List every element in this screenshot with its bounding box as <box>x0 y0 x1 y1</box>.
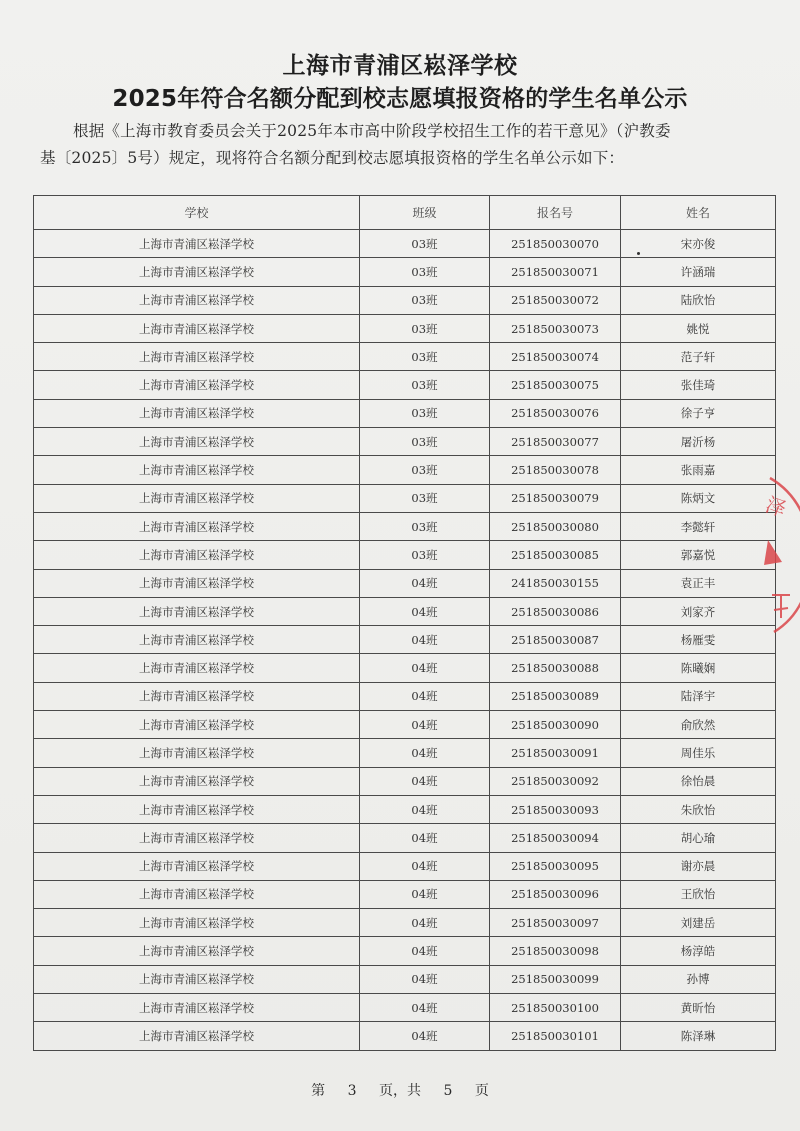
seal-star-fragment <box>764 540 782 565</box>
cell-student-name: 陆欣怡 <box>621 286 776 314</box>
table-row <box>34 456 776 484</box>
cell-class: 04班 <box>360 767 490 795</box>
table-row <box>34 795 776 823</box>
cell-student-name: 陈曦娴 <box>621 654 776 682</box>
table-row <box>34 258 776 286</box>
header-school: 学校 <box>34 196 360 230</box>
cell-registration-number: 241850030155 <box>490 569 621 597</box>
cell-class: 04班 <box>360 569 490 597</box>
cell-student-name: 郭嘉悦 <box>621 541 776 569</box>
cell-school: 上海市青浦区崧泽学校 <box>34 399 360 427</box>
cell-student-name: 徐怡晨 <box>621 767 776 795</box>
cell-student-name: 谢亦晨 <box>621 852 776 880</box>
cell-student-name: 孙博 <box>621 965 776 993</box>
cell-student-name: 胡心瑜 <box>621 824 776 852</box>
seal-character: 泽 <box>762 492 790 522</box>
cell-registration-number: 251850030098 <box>490 937 621 965</box>
cell-class: 04班 <box>360 739 490 767</box>
footer-middle: 页，共 <box>379 1083 421 1099</box>
cell-school: 上海市青浦区崧泽学校 <box>34 937 360 965</box>
intro-line-2: 基〔2025〕5号）规定，现将符合名额分配到校志愿填报资格的学生名单公示如下： <box>40 149 625 167</box>
table-row <box>34 569 776 597</box>
table-row <box>34 512 776 540</box>
cell-class: 03班 <box>360 399 490 427</box>
cell-class: 03班 <box>360 484 490 512</box>
table-row <box>34 314 776 342</box>
cell-student-name: 陈炳文 <box>621 484 776 512</box>
intro-line-1: 根据《上海市教育委员会关于2025年本市高中阶段学校招生工作的若干意见》（沪教委 <box>73 122 671 140</box>
table-row <box>34 343 776 371</box>
cell-registration-number: 251850030101 <box>490 1022 621 1050</box>
cell-registration-number: 251850030087 <box>490 626 621 654</box>
table-row <box>34 937 776 965</box>
table-row <box>34 682 776 710</box>
cell-school: 上海市青浦区崧泽学校 <box>34 626 360 654</box>
cell-registration-number: 251850030093 <box>490 795 621 823</box>
cell-student-name: 陈泽琳 <box>621 1022 776 1050</box>
cell-student-name: 周佳乐 <box>621 739 776 767</box>
cell-class: 04班 <box>360 597 490 625</box>
cell-class: 04班 <box>360 795 490 823</box>
cell-class: 03班 <box>360 258 490 286</box>
student-list-table <box>33 195 776 1051</box>
footer-suffix: 页 <box>474 1083 489 1099</box>
cell-school: 上海市青浦区崧泽学校 <box>34 739 360 767</box>
table-row <box>34 371 776 399</box>
cell-registration-number: 251850030077 <box>490 428 621 456</box>
header-class: 班级 <box>360 196 490 230</box>
cell-student-name: 黄昕怡 <box>621 994 776 1022</box>
cell-school: 上海市青浦区崧泽学校 <box>34 711 360 739</box>
table-row <box>34 994 776 1022</box>
cell-school: 上海市青浦区崧泽学校 <box>34 343 360 371</box>
cell-class: 04班 <box>360 824 490 852</box>
cell-class: 03班 <box>360 512 490 540</box>
cell-class: 04班 <box>360 711 490 739</box>
table-row <box>34 654 776 682</box>
table-row <box>34 541 776 569</box>
cell-school: 上海市青浦区崧泽学校 <box>34 230 360 258</box>
table-body <box>34 230 776 1051</box>
cell-class: 04班 <box>360 909 490 937</box>
cell-class: 03班 <box>360 286 490 314</box>
cell-class: 04班 <box>360 880 490 908</box>
cell-student-name: 朱欣怡 <box>621 795 776 823</box>
cell-student-name: 王欣怡 <box>621 880 776 908</box>
table-row <box>34 626 776 654</box>
cell-student-name: 杨淳皓 <box>621 937 776 965</box>
cell-school: 上海市青浦区崧泽学校 <box>34 371 360 399</box>
cell-registration-number: 251850030072 <box>490 286 621 314</box>
intro-paragraph <box>40 118 762 172</box>
cell-class: 03班 <box>360 456 490 484</box>
header-name: 姓名 <box>621 196 776 230</box>
cell-student-name: 许涵瑞 <box>621 258 776 286</box>
cell-class: 03班 <box>360 371 490 399</box>
table-row <box>34 880 776 908</box>
cell-school: 上海市青浦区崧泽学校 <box>34 795 360 823</box>
cell-registration-number: 251850030092 <box>490 767 621 795</box>
scan-speck <box>637 252 640 255</box>
cell-student-name: 杨雁雯 <box>621 626 776 654</box>
cell-registration-number: 251850030085 <box>490 541 621 569</box>
cell-class: 03班 <box>360 343 490 371</box>
table-row <box>34 711 776 739</box>
table-row <box>34 824 776 852</box>
table-row <box>34 428 776 456</box>
cell-school: 上海市青浦区崧泽学校 <box>34 994 360 1022</box>
cell-school: 上海市青浦区崧泽学校 <box>34 682 360 710</box>
table-row <box>34 399 776 427</box>
cell-class: 04班 <box>360 852 490 880</box>
cell-school: 上海市青浦区崧泽学校 <box>34 456 360 484</box>
document-title: 上海市青浦区崧泽学校 <box>282 53 518 79</box>
cell-class: 03班 <box>360 541 490 569</box>
cell-student-name: 张雨嘉 <box>621 456 776 484</box>
cell-student-name: 徐子亨 <box>621 399 776 427</box>
header-registration-number: 报名号 <box>490 196 621 230</box>
cell-class: 04班 <box>360 937 490 965</box>
cell-student-name: 姚悦 <box>621 314 776 342</box>
cell-registration-number: 251850030094 <box>490 824 621 852</box>
cell-class: 04班 <box>360 626 490 654</box>
cell-school: 上海市青浦区崧泽学校 <box>34 1022 360 1050</box>
table-row <box>34 230 776 258</box>
cell-school: 上海市青浦区崧泽学校 <box>34 484 360 512</box>
cell-school: 上海市青浦区崧泽学校 <box>34 965 360 993</box>
cell-registration-number: 251850030075 <box>490 371 621 399</box>
cell-school: 上海市青浦区崧泽学校 <box>34 314 360 342</box>
cell-registration-number: 251850030095 <box>490 852 621 880</box>
cell-student-name: 宋亦俊 <box>621 230 776 258</box>
cell-student-name: 刘家齐 <box>621 597 776 625</box>
cell-school: 上海市青浦区崧泽学校 <box>34 880 360 908</box>
cell-school: 上海市青浦区崧泽学校 <box>34 597 360 625</box>
cell-class: 03班 <box>360 230 490 258</box>
page-footer <box>0 1080 800 1100</box>
table-row <box>34 852 776 880</box>
cell-class: 04班 <box>360 654 490 682</box>
cell-class: 04班 <box>360 1022 490 1050</box>
cell-registration-number: 251850030088 <box>490 654 621 682</box>
table-row <box>34 1022 776 1050</box>
footer-total-pages: 5 <box>443 1083 453 1099</box>
table-row <box>34 597 776 625</box>
cell-student-name: 李懿轩 <box>621 512 776 540</box>
cell-registration-number: 251850030079 <box>490 484 621 512</box>
official-seal <box>730 470 800 640</box>
table-header-row <box>34 196 776 230</box>
document-subtitle: 2025年符合名额分配到校志愿填报资格的学生名单公示 <box>112 86 688 112</box>
cell-student-name: 范子轩 <box>621 343 776 371</box>
table-row <box>34 484 776 512</box>
seal-text-fragment <box>772 595 790 618</box>
cell-registration-number: 251850030070 <box>490 230 621 258</box>
footer-prefix: 第 <box>311 1083 326 1099</box>
cell-school: 上海市青浦区崧泽学校 <box>34 512 360 540</box>
cell-registration-number: 251850030096 <box>490 880 621 908</box>
table-row <box>34 739 776 767</box>
cell-school: 上海市青浦区崧泽学校 <box>34 852 360 880</box>
cell-student-name: 刘建岳 <box>621 909 776 937</box>
table-row <box>34 767 776 795</box>
cell-student-name: 陆泽宇 <box>621 682 776 710</box>
cell-registration-number: 251850030089 <box>490 682 621 710</box>
cell-registration-number: 251850030078 <box>490 456 621 484</box>
cell-registration-number: 251850030091 <box>490 739 621 767</box>
cell-class: 04班 <box>360 965 490 993</box>
cell-registration-number: 251850030086 <box>490 597 621 625</box>
cell-student-name: 屠沂杨 <box>621 428 776 456</box>
cell-school: 上海市青浦区崧泽学校 <box>34 824 360 852</box>
cell-registration-number: 251850030097 <box>490 909 621 937</box>
cell-school: 上海市青浦区崧泽学校 <box>34 569 360 597</box>
cell-student-name: 张佳琦 <box>621 371 776 399</box>
cell-registration-number: 251850030090 <box>490 711 621 739</box>
cell-registration-number: 251850030080 <box>490 512 621 540</box>
cell-registration-number: 251850030099 <box>490 965 621 993</box>
cell-school: 上海市青浦区崧泽学校 <box>34 654 360 682</box>
footer-page-number: 3 <box>347 1083 357 1099</box>
cell-registration-number: 251850030076 <box>490 399 621 427</box>
cell-school: 上海市青浦区崧泽学校 <box>34 767 360 795</box>
cell-school: 上海市青浦区崧泽学校 <box>34 541 360 569</box>
table-row <box>34 286 776 314</box>
cell-class: 03班 <box>360 428 490 456</box>
cell-school: 上海市青浦区崧泽学校 <box>34 286 360 314</box>
cell-registration-number: 251850030071 <box>490 258 621 286</box>
cell-student-name: 俞欣然 <box>621 711 776 739</box>
cell-class: 04班 <box>360 682 490 710</box>
cell-school: 上海市青浦区崧泽学校 <box>34 428 360 456</box>
cell-class: 04班 <box>360 994 490 1022</box>
cell-registration-number: 251850030073 <box>490 314 621 342</box>
cell-school: 上海市青浦区崧泽学校 <box>34 258 360 286</box>
table-row <box>34 965 776 993</box>
cell-registration-number: 251850030074 <box>490 343 621 371</box>
cell-student-name: 袁正丰 <box>621 569 776 597</box>
table-row <box>34 909 776 937</box>
cell-class: 03班 <box>360 314 490 342</box>
cell-school: 上海市青浦区崧泽学校 <box>34 909 360 937</box>
cell-registration-number: 251850030100 <box>490 994 621 1022</box>
